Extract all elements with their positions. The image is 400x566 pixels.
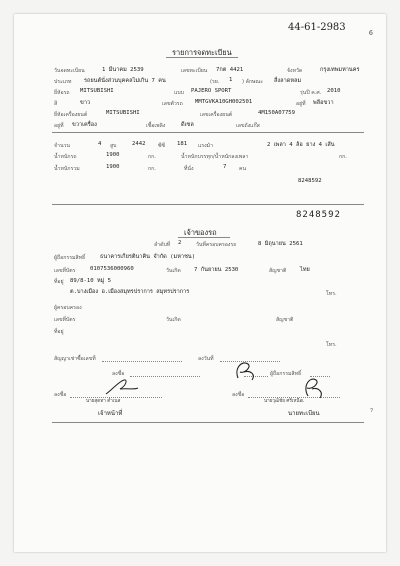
reg-date-label: วันจดทะเบียน [54, 68, 85, 74]
seat-unit: คน [239, 166, 247, 172]
seat-label: ที่นั่ง [184, 166, 194, 172]
page-number: 6 [369, 30, 373, 37]
owner-sign-caption: ผู้ถือกรรมสิทธิ์ [270, 371, 302, 377]
weight-unit: กก. [148, 154, 156, 160]
holder-id-label: เลขที่บัตร [54, 317, 76, 323]
officer-left-caption: เจ้าหน้าที่ [98, 410, 123, 417]
owner-label: ผู้ถือกรรมสิทธิ์ [54, 255, 86, 261]
hp-label: แรงม้า [198, 143, 213, 149]
engine-no-label: เลขเครื่องยนต์ [200, 112, 233, 118]
sequence-value: 2 [178, 240, 182, 246]
load-unit: กก. [339, 154, 347, 160]
total-weight-label: น้ำหนักรวม [54, 166, 80, 172]
section-title-registration: รายการจดทะเบียน [172, 48, 232, 57]
divider [52, 132, 364, 133]
owner-title-underline [178, 237, 230, 238]
cc-label: ซีซี [158, 143, 166, 149]
chassis-loc-label: อยู่ที่ [296, 101, 306, 107]
contract-dotline [102, 361, 182, 362]
color-label: สี [54, 101, 58, 107]
holder-phone-label: โทร. [326, 342, 337, 348]
corner-mark: 7 [370, 408, 374, 414]
type-label: ประเภท [54, 79, 72, 85]
dob-label: วันเกิด [166, 268, 181, 274]
brand-label: ยี่ห้อรถ [54, 90, 70, 96]
chassis-loc-value: พลีอขวา [313, 100, 334, 106]
weight-value: 1900 [106, 152, 120, 158]
model-year-label: รุ่นปี ค.ศ. [300, 90, 322, 96]
chassis-label: เลขตัวรถ [162, 101, 183, 107]
nationality-value: ไทย [300, 267, 310, 273]
load-label: น้ำหนักบรรทุก/น้ำหนักลงเพลา [181, 154, 249, 160]
owner-value: ธนาคารเกียรตินาคิน จำกัด (มหาชน) [100, 254, 196, 260]
cc-value: 2442 [132, 141, 146, 147]
dob-value: 7 กันยายน 2530 [194, 267, 239, 273]
fuel-label: เชื้อเพลิง [146, 123, 166, 129]
gas-tank-label: เลขถังแก๊ส [236, 123, 260, 129]
section-title-owner: เจ้าของรถ [184, 228, 217, 237]
registration-page [14, 14, 386, 552]
holder-nationality-label: สัญชาติ [276, 317, 294, 323]
holder-signature [230, 358, 262, 382]
officer-right-sign-label: ลงชื่อ [232, 392, 245, 398]
holder-label: ผู้ครอบครอง [54, 305, 82, 311]
province-value: กรุงเทพมหานคร [320, 67, 360, 73]
officer-right-signature [298, 374, 328, 400]
total-weight-value: 1900 [106, 164, 120, 170]
officer-right-caption: นายทะเบียน [288, 410, 320, 417]
owner-sign-label: ลงชื่อ [112, 371, 125, 377]
fuel-value: ดีเซล [181, 122, 194, 128]
axle-value: 2 เพลา 4 ล้อ ยาง 4 เส้น [267, 142, 335, 148]
plate-label: เลขทะเบียน [181, 68, 208, 74]
nationality-label: สัญชาติ [269, 268, 287, 274]
owner-serial: 8248592 [296, 210, 341, 220]
contract-date-label: ลงวันที่ [198, 356, 214, 362]
engine-brand-label: ยี่ห้อเครื่องยนต์ [54, 112, 88, 118]
sequence-label: ลำดับที่ [154, 242, 171, 248]
chassis-value: MMTGVKA10GH002501 [195, 99, 253, 105]
id-value: 0107536000960 [90, 266, 134, 272]
bottom-divider [52, 422, 364, 423]
engine-no-value: 4M150A07759 [258, 110, 296, 116]
model-label: แบบ [174, 90, 184, 96]
officer-left-name: นายสุดทา ดำเนส [86, 399, 121, 404]
character-value: สี่งลาดหลม [274, 78, 302, 84]
weight-label: น้ำหนักรถ [54, 154, 77, 160]
cylinder-label: จำนวน [54, 143, 70, 149]
address-line-1: 89/8-10 หมู่ 5 [70, 278, 112, 284]
address-line-2: ต.บางเมือง อ.เมืองสมุทรปราการ สมุทรปราการ [70, 289, 190, 295]
possession-date-label: วันที่ครอบครองรถ [196, 242, 237, 248]
phone-label: โทร. [326, 291, 337, 297]
category-label: (รย. [210, 79, 220, 85]
type-value: รถยนต์นั่งส่วนบุคคลไม่เกิน 7 คน [84, 78, 166, 84]
officer-left-sign-label: ลงชื่อ [54, 392, 67, 398]
cylinder-value: 4 [98, 141, 102, 147]
province-label: จังหวัด [287, 68, 303, 74]
hp-value: 181 [177, 141, 188, 147]
plate-value: 7กต 4421 [216, 67, 244, 73]
engine-loc-value: ขวาเครื่อง [72, 122, 97, 128]
holder-address-label: ที่อยู่ [54, 329, 64, 335]
model-year-value: 2010 [327, 88, 341, 94]
address-label: ที่อยู่ [54, 279, 64, 285]
possession-date-value: 8 มิถุนายน 2561 [258, 241, 303, 247]
brand-value: MITSUBISHI [80, 88, 114, 94]
holder-dob-label: วันเกิด [166, 317, 181, 323]
cylinder-unit: สูบ [110, 143, 117, 149]
contract-label: สัญญาเช่าซื้อเลขที่ [54, 356, 96, 362]
officer-right-name: นายวุฒิชัย ศรีเหนือเ [264, 399, 304, 404]
engine-loc-label: อยู่ที่ [54, 123, 64, 129]
character-label: ) ลักษณะ [242, 79, 264, 85]
id-label: เลขที่บัตร [54, 268, 76, 274]
seat-value: 7 [223, 164, 227, 170]
model-value: PAJERO SPORT [191, 88, 232, 94]
form-serial: 8248592 [298, 178, 322, 184]
color-value: ขาว [80, 100, 91, 106]
engine-brand-value: MITSUBISHI [106, 110, 140, 116]
title-underline [166, 57, 238, 58]
total-weight-unit: กก. [148, 166, 156, 172]
category-value: 1 [229, 77, 233, 83]
reg-date-value: 1 มีนาคม 2539 [102, 67, 144, 73]
section-divider [52, 204, 364, 205]
officer-left-signature [102, 376, 142, 400]
handwritten-reference: 44-61-2983 [288, 22, 346, 33]
